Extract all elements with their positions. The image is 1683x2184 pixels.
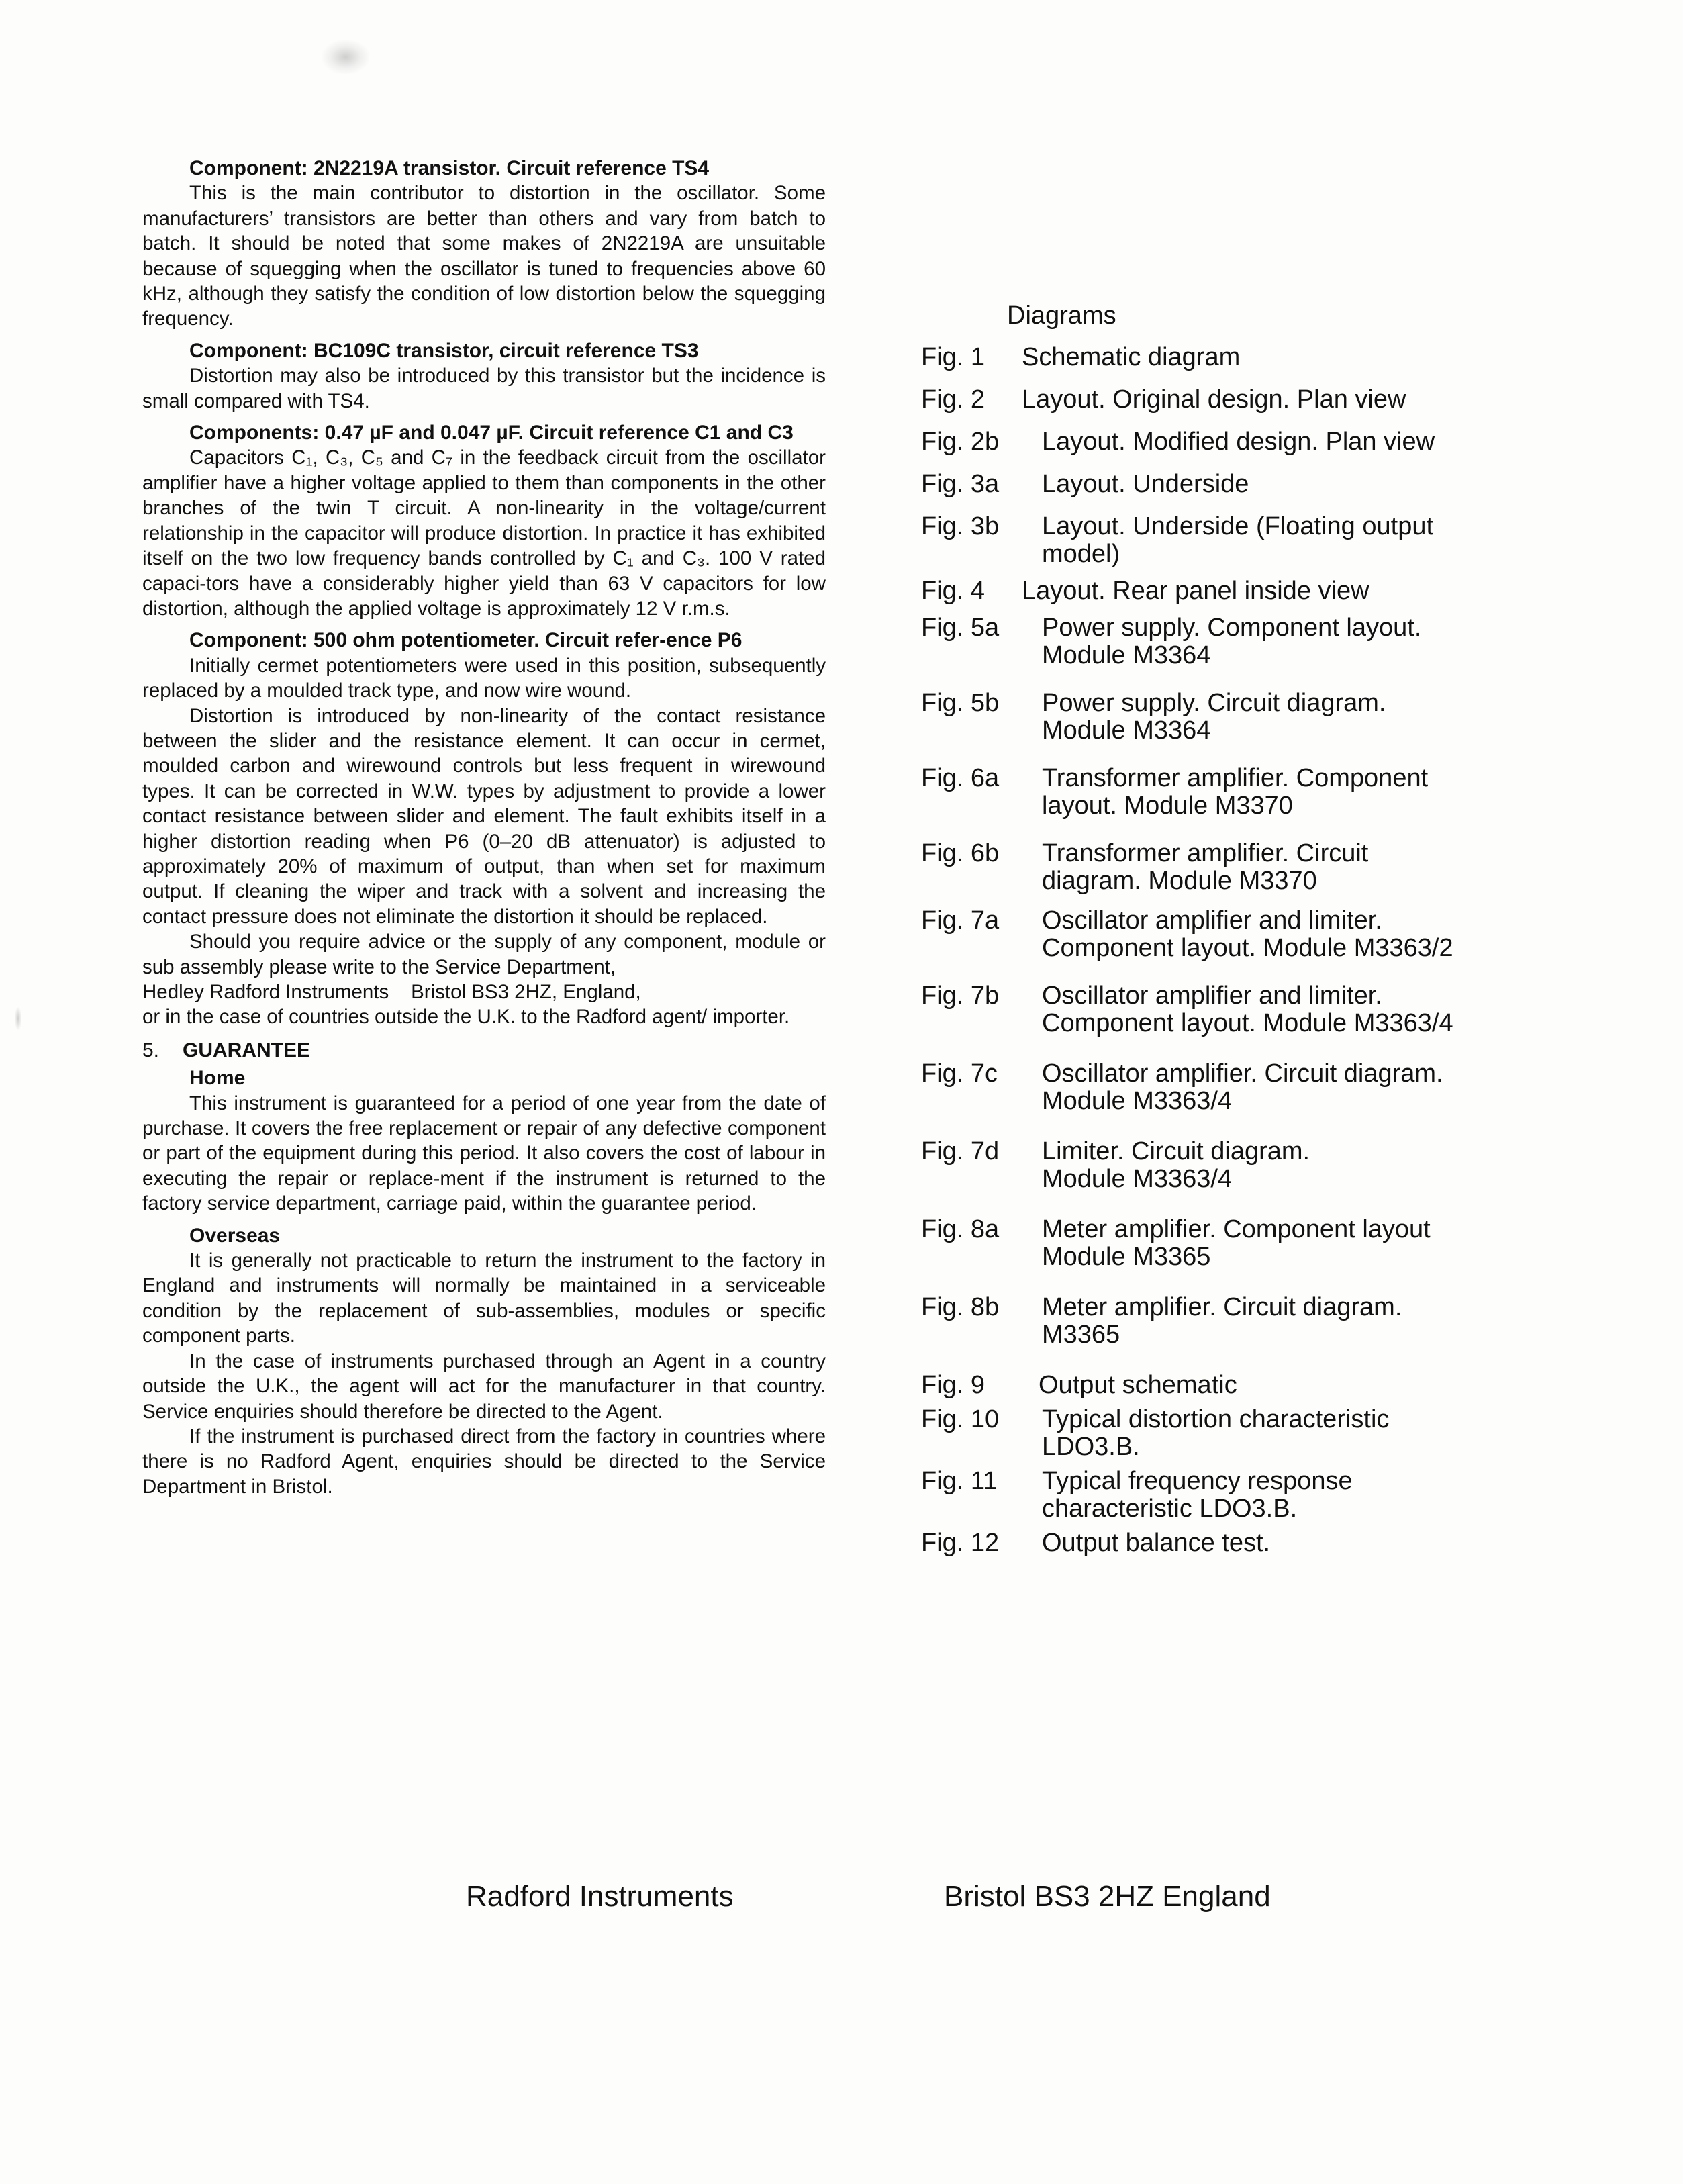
section-heading-capacitors: Components: 0.47 µF and 0.047 µF. Circuit reference C1 and C3 (189, 422, 794, 444)
figure-description-line: Module M3363/4 (1042, 1165, 1233, 1193)
figure-label: Fig. 7a (921, 906, 1000, 935)
figure-label: Fig. 5b (921, 689, 1000, 717)
figure-description-line: Schematic diagram (1022, 343, 1241, 371)
service-address-line: Hedley Radford Instruments Bristol BS3 2HZ, England, (142, 981, 641, 1003)
figure-label: Fig. 6a (921, 764, 1000, 792)
figure-entry (921, 577, 1660, 605)
figure-label: Fig. 10 (921, 1405, 1000, 1433)
figure-label: Fig. 2 (921, 385, 985, 414)
paragraph-service-advice: Should you require advice or the supply of any component, module or sub assembly please write to the Service Department, (142, 931, 826, 978)
figure-entry (921, 1372, 1660, 1399)
figure-description-line: M3365 (1042, 1321, 1120, 1349)
figure-label: Fig. 2b (921, 428, 1000, 456)
figure-label: Fig. 7d (921, 1137, 1000, 1166)
paragraph-potentiometer-2: Distortion is introduced by non-linearity of the contact resistance between the slider and the resistance element. It can occur in cermet, moulded carbon and wirewound controls but less frequent in wirewound types. It can be corrected in W.W. types by adjustment to provide a lower contact resistance between slider and element. The fault exhibits itself in a higher distortion reading when P6 (0–20 dB attenuator) is adjusted to approximately 20% of maximum of output, than when set for maximum output. If cleaning the wiper and track with a solvent and increasing the contact pressure does not eliminate the distortion it should be replaced. (142, 704, 826, 928)
footer-company: Radford Instruments (466, 1880, 734, 1913)
figure-description (1042, 1138, 1660, 1193)
guarantee-heading (142, 1038, 826, 1063)
figure-entry (921, 1468, 1660, 1523)
figure-description (1042, 1529, 1660, 1557)
figure-description-line: Transformer amplifier. Component (1042, 764, 1429, 792)
figure-label: Fig. 7b (921, 982, 1000, 1010)
figure-description-line: layout. Module M3370 (1042, 792, 1293, 820)
figure-description (1042, 1468, 1660, 1523)
figure-description-line: Oscillator amplifier and limiter. (1042, 906, 1382, 935)
figure-entry (921, 1060, 1660, 1115)
figure-entry (921, 840, 1660, 895)
guarantee-home-heading: Home (189, 1067, 246, 1090)
figure-description-line: LDO3.B. (1042, 1433, 1140, 1461)
figure-list (921, 344, 1660, 1557)
figure-description (1042, 471, 1660, 498)
section-heading-potentiometer: Component: 500 ohm potentiometer. Circuit refer-ence P6 (189, 629, 742, 652)
figure-description-line: Output balance test. (1042, 1529, 1271, 1557)
guarantee-number: 5. (142, 1039, 160, 1061)
figure-description (1042, 907, 1660, 962)
figure-description (1042, 765, 1660, 820)
figure-entry (921, 614, 1660, 669)
service-closing-line: or in the case of countries outside the U.K. to the Radford agent/ importer. (142, 1006, 790, 1029)
figure-label: Fig. 3b (921, 512, 1000, 540)
guarantee-overseas-paragraph-1: It is generally not practicable to return the instrument to the factory in England and instruments will normally be maintained in a serviceable condition by the replacement of sub-assemblies, modules or specific component parts. (142, 1249, 826, 1347)
figure-description (1042, 840, 1660, 895)
figure-description-line: Oscillator amplifier and limiter. (1042, 982, 1382, 1010)
figure-description-line: Transformer amplifier. Circuit (1042, 839, 1369, 867)
figure-label: Fig. 11 (921, 1467, 998, 1495)
figure-entry (921, 1216, 1660, 1271)
figure-description-line: Module M3365 (1042, 1243, 1211, 1271)
figure-entry (921, 1294, 1660, 1349)
paragraph-potentiometer-1: Initially cermet potentiometers were used in this position, subsequently replaced by a moulded track type, and now wire wound. (142, 654, 826, 702)
figure-description-line: Meter amplifier. Component layout (1042, 1215, 1431, 1243)
figure-description-line: Typical distortion characteristic (1042, 1405, 1390, 1433)
paragraph-capacitors: Capacitors C₁, C₃, C₅ and C₇ in the feedback circuit from the oscillator amplifier have a higher voltage applied to them than components in the other branches of the twin T circuit. A non-linearity in the voltage/current relationship in the capacitor will produce distortion. In practice it has exhibited itself on the two low frequency bands controlled by C₁ and C₃. 100 V rated capaci-tors have a considerably higher yield than 63 V capacitors for low distortion, although the applied voltage is approximately 12 V r.m.s. (142, 446, 826, 620)
figure-label: Fig. 9 (921, 1371, 985, 1399)
figure-label: Fig. 7c (921, 1059, 998, 1088)
scan-mark (15, 1007, 21, 1030)
figure-description (1042, 690, 1660, 745)
figure-description-line: Output schematic (1039, 1371, 1237, 1399)
figure-description (1042, 982, 1660, 1037)
figure-description (1039, 1372, 1660, 1399)
figure-description-line: Component layout. Module M3363/4 (1042, 1009, 1453, 1037)
figure-entry (921, 765, 1660, 820)
figure-description-line: Module M3364 (1042, 641, 1211, 669)
service-notes-column (142, 156, 826, 1499)
figure-description (1042, 1406, 1660, 1461)
figure-description-line: Layout. Original design. Plan view (1022, 385, 1406, 414)
figure-description (1042, 1060, 1660, 1115)
figure-description (1042, 513, 1660, 568)
figure-description (1042, 1294, 1660, 1349)
figure-description (1022, 344, 1660, 371)
figure-entry (921, 513, 1660, 568)
scan-smudge (322, 40, 369, 74)
figure-description-line: Power supply. Circuit diagram. (1042, 689, 1386, 717)
section-heading-ts4: Component: 2N2219A transistor. Circuit reference TS4 (189, 157, 710, 179)
figure-entry (921, 1138, 1660, 1193)
figure-label: Fig. 12 (921, 1529, 1000, 1557)
figure-entry (921, 690, 1660, 745)
figure-description-line: model) (1042, 540, 1120, 568)
figure-label: Fig. 5a (921, 614, 1000, 642)
figure-description-line: Layout. Underside (1042, 470, 1249, 498)
figure-entry (921, 1529, 1660, 1557)
guarantee-overseas-heading: Overseas (189, 1224, 281, 1247)
figure-description-line: Power supply. Component layout. (1042, 614, 1422, 642)
figure-entry (921, 471, 1660, 498)
guarantee-home-paragraph: This instrument is guaranteed for a period of one year from the date of purchase. It covers the free replacement or repair of any defective component or part of the equipment during this period. It also covers the cost of labour in executing the repair or replace-ment if the instrument is returned to the factory service department, carriage paid, within the guarantee period. (142, 1092, 826, 1215)
figure-description (1042, 614, 1660, 669)
figure-description-line: Typical frequency response (1042, 1467, 1353, 1495)
figure-description-line: Layout. Modified design. Plan view (1042, 428, 1435, 456)
figure-description (1042, 428, 1660, 456)
figure-label: Fig. 1 (921, 343, 985, 371)
figure-description-line: Module M3363/4 (1042, 1087, 1233, 1115)
figure-description (1022, 386, 1660, 414)
figure-entry (921, 907, 1660, 962)
figure-entry (921, 386, 1660, 414)
paragraph-ts4: This is the main contributor to distortion in the oscillator. Some manufacturers’ transistors are better than others and vary from batch to batch. It should be noted that some makes of 2N2219A are unsuitable because of squegging when the oscillator is tuned to frequencies above 60 kHz, although they satisfy the condition of low distortion below the squegging frequency. (142, 182, 826, 330)
figure-label: Fig. 8a (921, 1215, 1000, 1243)
figure-entry (921, 982, 1660, 1037)
figure-description-line: Limiter. Circuit diagram. (1042, 1137, 1310, 1166)
figure-description (1022, 577, 1660, 605)
figure-label: Fig. 4 (921, 577, 985, 605)
section-heading-ts3: Component: BC109C transistor, circuit reference TS3 (189, 339, 699, 362)
figure-description-line: characteristic LDO3.B. (1042, 1494, 1298, 1523)
guarantee-title: GUARANTEE (183, 1039, 311, 1061)
figure-description (1042, 1216, 1660, 1271)
figure-label: Fig. 8b (921, 1293, 1000, 1321)
figure-description-line: Meter amplifier. Circuit diagram. (1042, 1293, 1402, 1321)
diagrams-list (921, 301, 1660, 1557)
figure-description-line: diagram. Module M3370 (1042, 867, 1317, 895)
figure-description-line: Layout. Underside (Floating output (1042, 512, 1434, 540)
figure-entry (921, 1406, 1660, 1461)
figure-description-line: Component layout. Module M3363/2 (1042, 934, 1453, 962)
figure-label: Fig. 6b (921, 839, 1000, 867)
figure-description-line: Oscillator amplifier. Circuit diagram. (1042, 1059, 1443, 1088)
figure-entry (921, 428, 1660, 456)
figure-description-line: Module M3364 (1042, 716, 1211, 745)
footer-address: Bristol BS3 2HZ England (944, 1880, 1271, 1913)
guarantee-overseas-paragraph-2: In the case of instruments purchased through an Agent in a country outside the U.K., the agent will act for the manufacturer in that country. Service enquiries should therefore be directed to the Agent. (142, 1349, 826, 1423)
diagrams-title: Diagrams (1007, 301, 1116, 330)
paragraph-ts3: Distortion may also be introduced by this transistor but the incidence is small compared with TS4. (142, 365, 826, 412)
figure-entry (921, 344, 1660, 371)
figure-label: Fig. 3a (921, 470, 1000, 498)
guarantee-overseas-paragraph-3: If the instrument is purchased direct from the factory in countries where there is no Radford Agent, enquiries should be directed to the Service Department in Bristol. (142, 1425, 826, 1498)
figure-description-line: Layout. Rear panel inside view (1022, 577, 1369, 605)
